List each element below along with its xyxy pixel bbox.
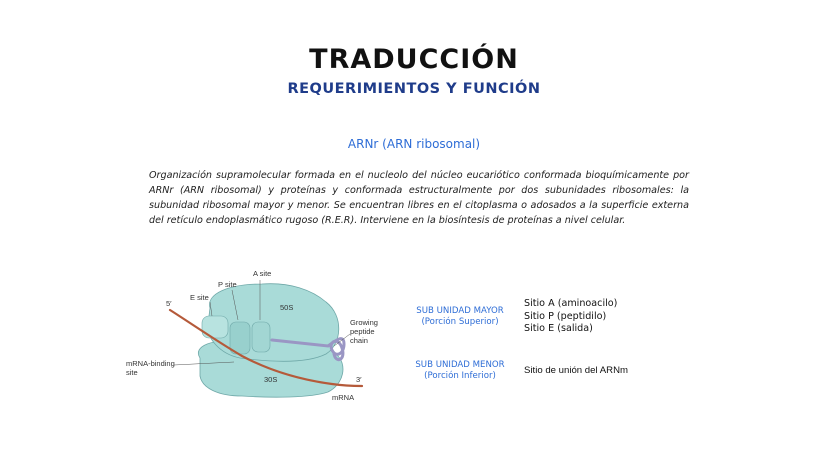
three-prime-label: 3′ — [356, 375, 362, 384]
large-subunit-label: 50S — [280, 303, 294, 312]
growing-label-3: chain — [350, 336, 368, 345]
sub-unit-menor-label — [395, 360, 525, 382]
growing-label-1: Growing — [350, 318, 378, 327]
site-e-item: Sitio E (salida) — [524, 323, 593, 334]
growing-label-2: peptide — [350, 327, 375, 336]
e-site-label: E site — [190, 293, 209, 302]
small-subunit-label: 30S — [264, 375, 278, 384]
sites-list — [524, 298, 617, 336]
a-site-label: A site — [253, 269, 272, 278]
sub-unit-mayor-desc: (Porción Superior) — [421, 317, 499, 327]
five-prime-label: 5′ — [166, 299, 172, 308]
ribosome-diagram — [122, 262, 392, 412]
mrna-binding-site-text: Sitio de unión del ARNm — [524, 365, 628, 376]
description-paragraph: Organización supramolecular formada en el nucleolo del núcleo eucariótico conformada bioquímicamente por ARNr (ARN ribosomal) y proteínas y conformada estructuralmente por dos subunidades ribosomales: la subunidad ribosomal mayor y menor. Se encuentran libres en el citoplasma o adosados a la superficie externa del retículo endoplasmático rugoso (R.E.R). Interviene en la biosíntesis de proteínas a nivel celular. — [149, 170, 689, 226]
sub-unit-mayor-title: SUB UNIDAD MAYOR — [416, 306, 504, 316]
slide-subtitle: REQUERIMIENTOS Y FUNCIÓN — [287, 81, 541, 97]
site-p-item: Sitio P (peptidilo) — [524, 310, 607, 322]
sub-unit-menor-title: SUB UNIDAD MENOR — [415, 360, 505, 370]
p-site-label: P site — [218, 280, 237, 289]
site-a-item: Sitio A (aminoacilo) — [524, 298, 618, 309]
section-heading: ARNr (ARN ribosomal) — [347, 137, 481, 151]
binding-site-label-1: mRNA-binding — [126, 359, 175, 368]
a-site-shape — [252, 322, 270, 352]
p-site-shape — [230, 322, 250, 354]
binding-site-label-2: site — [126, 368, 138, 377]
mrna-label: mRNA — [332, 393, 355, 402]
sub-unit-mayor-label — [395, 306, 525, 328]
sub-unit-menor-desc: (Porción Inferior) — [424, 371, 496, 381]
slide-title: TRADUCCIÓN — [309, 44, 519, 75]
